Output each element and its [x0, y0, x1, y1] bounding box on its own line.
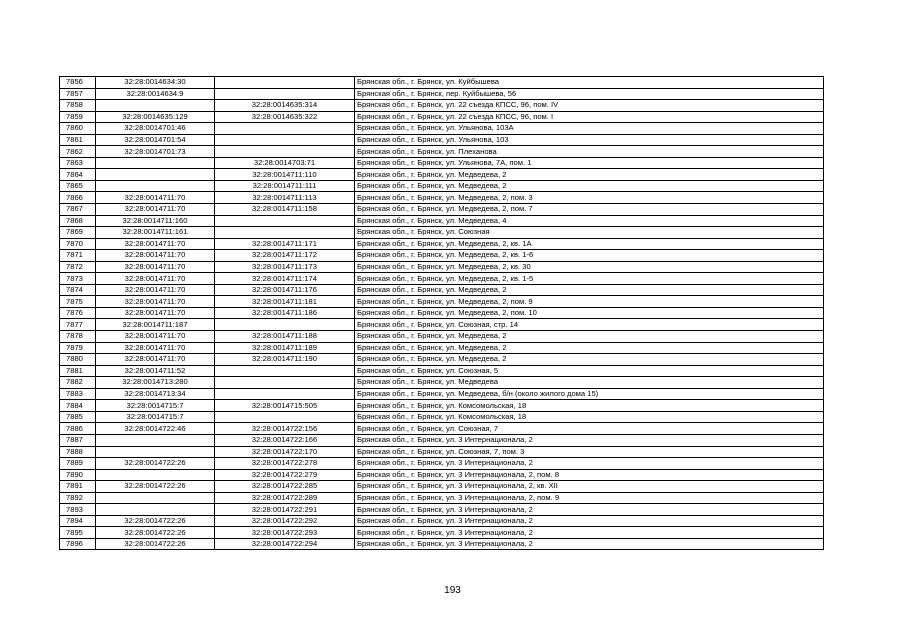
land-cadastral-number-cell: 32:28:0014711:160 [96, 215, 215, 227]
address-cell: Брянская обл., г. Брянск, ул. 22 съезда КПСС, 96, пом. IV [355, 100, 824, 112]
address-cell: Брянская обл., г. Брянск, ул. Куйбышева [355, 77, 824, 89]
row-number-cell: 7881 [60, 365, 96, 377]
row-number-cell: 7860 [60, 123, 96, 135]
row-number-cell: 7884 [60, 400, 96, 412]
address-cell: Брянская обл., г. Брянск, ул. Медведева, 2, кв. 30 [355, 261, 824, 273]
address-cell: Брянская обл., г. Брянск, ул. Медведева, 2 [355, 331, 824, 343]
row-number-cell: 7887 [60, 434, 96, 446]
table-row [60, 215, 824, 227]
land-cadastral-number-cell: 32:28:0014722:26 [96, 538, 215, 550]
building-cadastral-number-cell [215, 134, 355, 146]
land-cadastral-number-cell: 32:28:0014711:70 [96, 204, 215, 216]
table-row [60, 365, 824, 377]
building-cadastral-number-cell: 32:28:0014722:294 [215, 538, 355, 550]
table-row [60, 88, 824, 100]
land-cadastral-number-cell: 32:28:0014715:7 [96, 411, 215, 423]
address-cell: Брянская обл., г. Брянск, ул. Медведева, 2, пом. 7 [355, 204, 824, 216]
address-cell: Брянская обл., г. Брянск, ул. Медведева, 2 [355, 354, 824, 366]
address-cell: Брянская обл., г. Брянск, ул. Медведева [355, 377, 824, 389]
land-cadastral-number-cell: 32:28:0014711:70 [96, 192, 215, 204]
table-row [60, 284, 824, 296]
building-cadastral-number-cell [215, 88, 355, 100]
building-cadastral-number-cell [215, 123, 355, 135]
table-row [60, 319, 824, 331]
table-row [60, 111, 824, 123]
address-cell: Брянская обл., г. Брянск, ул. 3 Интернационала, 2 [355, 458, 824, 470]
address-cell: Брянская обл., г. Брянск, ул. Медведева, 2, кв. 1-6 [355, 250, 824, 262]
building-cadastral-number-cell [215, 365, 355, 377]
row-number-cell: 7866 [60, 192, 96, 204]
table-row [60, 434, 824, 446]
land-cadastral-number-cell: 32:28:0014722:46 [96, 423, 215, 435]
address-cell: Брянская обл., г. Брянск, ул. Медведева, б/н (около жилого дома 15) [355, 388, 824, 400]
row-number-cell: 7885 [60, 411, 96, 423]
table-row [60, 331, 824, 343]
table-row [60, 238, 824, 250]
row-number-cell: 7895 [60, 527, 96, 539]
row-number-cell: 7867 [60, 204, 96, 216]
building-cadastral-number-cell: 32:28:0014715:505 [215, 400, 355, 412]
building-cadastral-number-cell: 32:28:0014722:278 [215, 458, 355, 470]
land-cadastral-number-cell: 32:28:0014711:70 [96, 261, 215, 273]
table-row [60, 273, 824, 285]
row-number-cell: 7883 [60, 388, 96, 400]
table-row [60, 250, 824, 262]
building-cadastral-number-cell [215, 377, 355, 389]
row-number-cell: 7891 [60, 481, 96, 493]
land-cadastral-number-cell [96, 100, 215, 112]
table-row [60, 446, 824, 458]
row-number-cell: 7890 [60, 469, 96, 481]
land-cadastral-number-cell: 32:28:0014711:52 [96, 365, 215, 377]
address-cell: Брянская обл., г. Брянск, ул. Союзная [355, 227, 824, 239]
address-cell: Брянская обл., г. Брянск, ул. Союзная, 5 [355, 365, 824, 377]
building-cadastral-number-cell [215, 411, 355, 423]
land-cadastral-number-cell: 32:28:0014722:26 [96, 481, 215, 493]
table-row [60, 377, 824, 389]
land-cadastral-number-cell [96, 169, 215, 181]
building-cadastral-number-cell: 32:28:0014711:188 [215, 331, 355, 343]
building-cadastral-number-cell: 32:28:0014722:279 [215, 469, 355, 481]
building-cadastral-number-cell: 32:28:0014711:189 [215, 342, 355, 354]
table-row [60, 296, 824, 308]
building-cadastral-number-cell: 32:28:0014703:71 [215, 157, 355, 169]
row-number-cell: 7869 [60, 227, 96, 239]
page-number: 193 [444, 585, 461, 596]
land-cadastral-number-cell: 32:28:0014634:30 [96, 77, 215, 89]
row-number-cell: 7862 [60, 146, 96, 158]
land-cadastral-number-cell: 32:28:0014711:70 [96, 331, 215, 343]
building-cadastral-number-cell: 32:28:0014722:291 [215, 504, 355, 516]
building-cadastral-number-cell: 32:28:0014711:176 [215, 284, 355, 296]
land-cadastral-number-cell [96, 446, 215, 458]
row-number-cell: 7865 [60, 180, 96, 192]
address-cell: Брянская обл., г. Брянск, ул. Плеханова [355, 146, 824, 158]
building-cadastral-number-cell: 32:28:0014722:293 [215, 527, 355, 539]
address-cell: Брянская обл., г. Брянск, ул. Медведева, 2, пом. 10 [355, 307, 824, 319]
building-cadastral-number-cell: 32:28:0014711:186 [215, 307, 355, 319]
row-number-cell: 7879 [60, 342, 96, 354]
row-number-cell: 7876 [60, 307, 96, 319]
table-row [60, 157, 824, 169]
address-cell: Брянская обл., г. Брянск, ул. Союзная, стр. 14 [355, 319, 824, 331]
address-cell: Брянская обл., г. Брянск, ул. Медведева, 2, пом. 3 [355, 192, 824, 204]
address-cell: Брянская обл., г. Брянск, ул. 3 Интернационала, 2 [355, 434, 824, 446]
table-body [60, 77, 824, 550]
row-number-cell: 7871 [60, 250, 96, 262]
address-cell: Брянская обл., г. Брянск, ул. 3 Интернационала, 2 [355, 527, 824, 539]
building-cadastral-number-cell: 32:28:0014711:171 [215, 238, 355, 250]
address-cell: Брянская обл., г. Брянск, ул. Медведева, 2 [355, 180, 824, 192]
land-cadastral-number-cell: 32:28:0014711:70 [96, 342, 215, 354]
table-row [60, 261, 824, 273]
land-cadastral-number-cell [96, 492, 215, 504]
address-cell: Брянская обл., г. Брянск, ул. Медведева, 2, кв. 1А [355, 238, 824, 250]
land-cadastral-number-cell [96, 434, 215, 446]
land-cadastral-number-cell: 32:28:0014715:7 [96, 400, 215, 412]
land-cadastral-number-cell: 32:28:0014711:70 [96, 296, 215, 308]
table-row [60, 123, 824, 135]
table-row [60, 492, 824, 504]
row-number-cell: 7894 [60, 515, 96, 527]
building-cadastral-number-cell [215, 146, 355, 158]
property-register-table [59, 76, 824, 550]
address-cell: Брянская обл., г. Брянск, ул. Ульянова, 103 [355, 134, 824, 146]
building-cadastral-number-cell: 32:28:0014711:174 [215, 273, 355, 285]
land-cadastral-number-cell: 32:28:0014711:70 [96, 238, 215, 250]
table-row [60, 354, 824, 366]
table-row [60, 77, 824, 89]
table-row [60, 423, 824, 435]
building-cadastral-number-cell: 32:28:0014711:158 [215, 204, 355, 216]
table-row [60, 411, 824, 423]
address-cell: Брянская обл., г. Брянск, ул. Медведева, 2, пом. 9 [355, 296, 824, 308]
table-row [60, 192, 824, 204]
land-cadastral-number-cell: 32:28:0014701:46 [96, 123, 215, 135]
table-row [60, 388, 824, 400]
land-cadastral-number-cell: 32:28:0014701:73 [96, 146, 215, 158]
table-row [60, 169, 824, 181]
building-cadastral-number-cell: 32:28:0014711:113 [215, 192, 355, 204]
land-cadastral-number-cell: 32:28:0014713:280 [96, 377, 215, 389]
table-row [60, 180, 824, 192]
land-cadastral-number-cell: 32:28:0014634:9 [96, 88, 215, 100]
row-number-cell: 7863 [60, 157, 96, 169]
land-cadastral-number-cell: 32:28:0014722:26 [96, 527, 215, 539]
land-cadastral-number-cell: 32:28:0014711:70 [96, 284, 215, 296]
building-cadastral-number-cell: 32:28:0014722:285 [215, 481, 355, 493]
table-row [60, 515, 824, 527]
row-number-cell: 7868 [60, 215, 96, 227]
row-number-cell: 7889 [60, 458, 96, 470]
row-number-cell: 7864 [60, 169, 96, 181]
address-cell: Брянская обл., г. Брянск, ул. Ульянова, 103А [355, 123, 824, 135]
row-number-cell: 7872 [60, 261, 96, 273]
table-row [60, 458, 824, 470]
row-number-cell: 7858 [60, 100, 96, 112]
address-cell: Брянская обл., г. Брянск, ул. 3 Интернационала, 2, пом. 9 [355, 492, 824, 504]
address-cell: Брянская обл., г. Брянск, ул. Медведева, 2 [355, 284, 824, 296]
address-cell: Брянская обл., г. Брянск, ул. 3 Интернационала, 2 [355, 515, 824, 527]
table-row [60, 504, 824, 516]
row-number-cell: 7893 [60, 504, 96, 516]
land-cadastral-number-cell: 32:28:0014701:54 [96, 134, 215, 146]
address-cell: Брянская обл., г. Брянск, ул. Медведева, 2 [355, 169, 824, 181]
building-cadastral-number-cell: 32:28:0014722:170 [215, 446, 355, 458]
building-cadastral-number-cell [215, 319, 355, 331]
building-cadastral-number-cell: 32:28:0014711:173 [215, 261, 355, 273]
row-number-cell: 7875 [60, 296, 96, 308]
address-cell: Брянская обл., г. Брянск, ул. 22 съезда КПСС, 96, пом. I [355, 111, 824, 123]
row-number-cell: 7888 [60, 446, 96, 458]
row-number-cell: 7880 [60, 354, 96, 366]
address-cell: Брянская обл., г. Брянск, ул. Комсомольская, 18 [355, 400, 824, 412]
land-cadastral-number-cell: 32:28:0014711:70 [96, 273, 215, 285]
building-cadastral-number-cell: 32:28:0014722:156 [215, 423, 355, 435]
table-row [60, 146, 824, 158]
land-cadastral-number-cell: 32:28:0014711:70 [96, 307, 215, 319]
table-row [60, 134, 824, 146]
building-cadastral-number-cell: 32:28:0014635:322 [215, 111, 355, 123]
address-cell: Брянская обл., г. Брянск, ул. 3 Интернационала, 2 [355, 504, 824, 516]
land-cadastral-number-cell [96, 504, 215, 516]
address-cell: Брянская обл., г. Брянск, ул. Союзная, 7, пом. 3 [355, 446, 824, 458]
row-number-cell: 7861 [60, 134, 96, 146]
table-row [60, 527, 824, 539]
land-cadastral-number-cell: 32:28:0014722:26 [96, 458, 215, 470]
row-number-cell: 7882 [60, 377, 96, 389]
building-cadastral-number-cell: 32:28:0014711:111 [215, 180, 355, 192]
table-row [60, 342, 824, 354]
building-cadastral-number-cell: 32:28:0014711:190 [215, 354, 355, 366]
building-cadastral-number-cell: 32:28:0014711:181 [215, 296, 355, 308]
row-number-cell: 7877 [60, 319, 96, 331]
table-row [60, 469, 824, 481]
table-row [60, 538, 824, 550]
address-cell: Брянская обл., г. Брянск, ул. 3 Интернационала, 2 [355, 538, 824, 550]
land-cadastral-number-cell: 32:28:0014711:187 [96, 319, 215, 331]
building-cadastral-number-cell [215, 388, 355, 400]
table-row [60, 204, 824, 216]
building-cadastral-number-cell [215, 227, 355, 239]
building-cadastral-number-cell: 32:28:0014711:172 [215, 250, 355, 262]
row-number-cell: 7896 [60, 538, 96, 550]
address-cell: Брянская обл., г. Брянск, ул. Ульянова, 7А, пом. 1 [355, 157, 824, 169]
address-cell: Брянская обл., г. Брянск, ул. Медведева, 4 [355, 215, 824, 227]
land-cadastral-number-cell: 32:28:0014711:70 [96, 250, 215, 262]
land-cadastral-number-cell [96, 157, 215, 169]
row-number-cell: 7886 [60, 423, 96, 435]
address-cell: Брянская обл., г. Брянск, ул. Союзная, 7 [355, 423, 824, 435]
table-row [60, 400, 824, 412]
table-row [60, 227, 824, 239]
building-cadastral-number-cell: 32:28:0014711:110 [215, 169, 355, 181]
row-number-cell: 7857 [60, 88, 96, 100]
table-row [60, 100, 824, 112]
building-cadastral-number-cell: 32:28:0014635:314 [215, 100, 355, 112]
address-cell: Брянская обл., г. Брянск, ул. Медведева, 2, кв. 1-5 [355, 273, 824, 285]
building-cadastral-number-cell: 32:28:0014722:166 [215, 434, 355, 446]
address-cell: Брянская обл., г. Брянск, ул. 3 Интернационала, 2, пом. 8 [355, 469, 824, 481]
table-row [60, 307, 824, 319]
address-cell: Брянская обл., г. Брянск, ул. Комсомольская, 18 [355, 411, 824, 423]
land-cadastral-number-cell: 32:28:0014711:70 [96, 354, 215, 366]
row-number-cell: 7859 [60, 111, 96, 123]
building-cadastral-number-cell [215, 77, 355, 89]
row-number-cell: 7870 [60, 238, 96, 250]
land-cadastral-number-cell: 32:28:0014635:129 [96, 111, 215, 123]
row-number-cell: 7873 [60, 273, 96, 285]
building-cadastral-number-cell: 32:28:0014722:292 [215, 515, 355, 527]
row-number-cell: 7856 [60, 77, 96, 89]
land-cadastral-number-cell [96, 469, 215, 481]
row-number-cell: 7874 [60, 284, 96, 296]
land-cadastral-number-cell: 32:28:0014711:161 [96, 227, 215, 239]
table-row [60, 481, 824, 493]
address-cell: Брянская обл., г. Брянск, ул. 3 Интернационала, 2, кв. XII [355, 481, 824, 493]
address-cell: Брянская обл., г. Брянск, ул. Медведева, 2 [355, 342, 824, 354]
building-cadastral-number-cell [215, 215, 355, 227]
building-cadastral-number-cell: 32:28:0014722:289 [215, 492, 355, 504]
row-number-cell: 7892 [60, 492, 96, 504]
land-cadastral-number-cell: 32:28:0014713:34 [96, 388, 215, 400]
row-number-cell: 7878 [60, 331, 96, 343]
address-cell: Брянская обл., г. Брянск, пер. Куйбышева, 56 [355, 88, 824, 100]
land-cadastral-number-cell [96, 180, 215, 192]
land-cadastral-number-cell: 32:28:0014722:26 [96, 515, 215, 527]
